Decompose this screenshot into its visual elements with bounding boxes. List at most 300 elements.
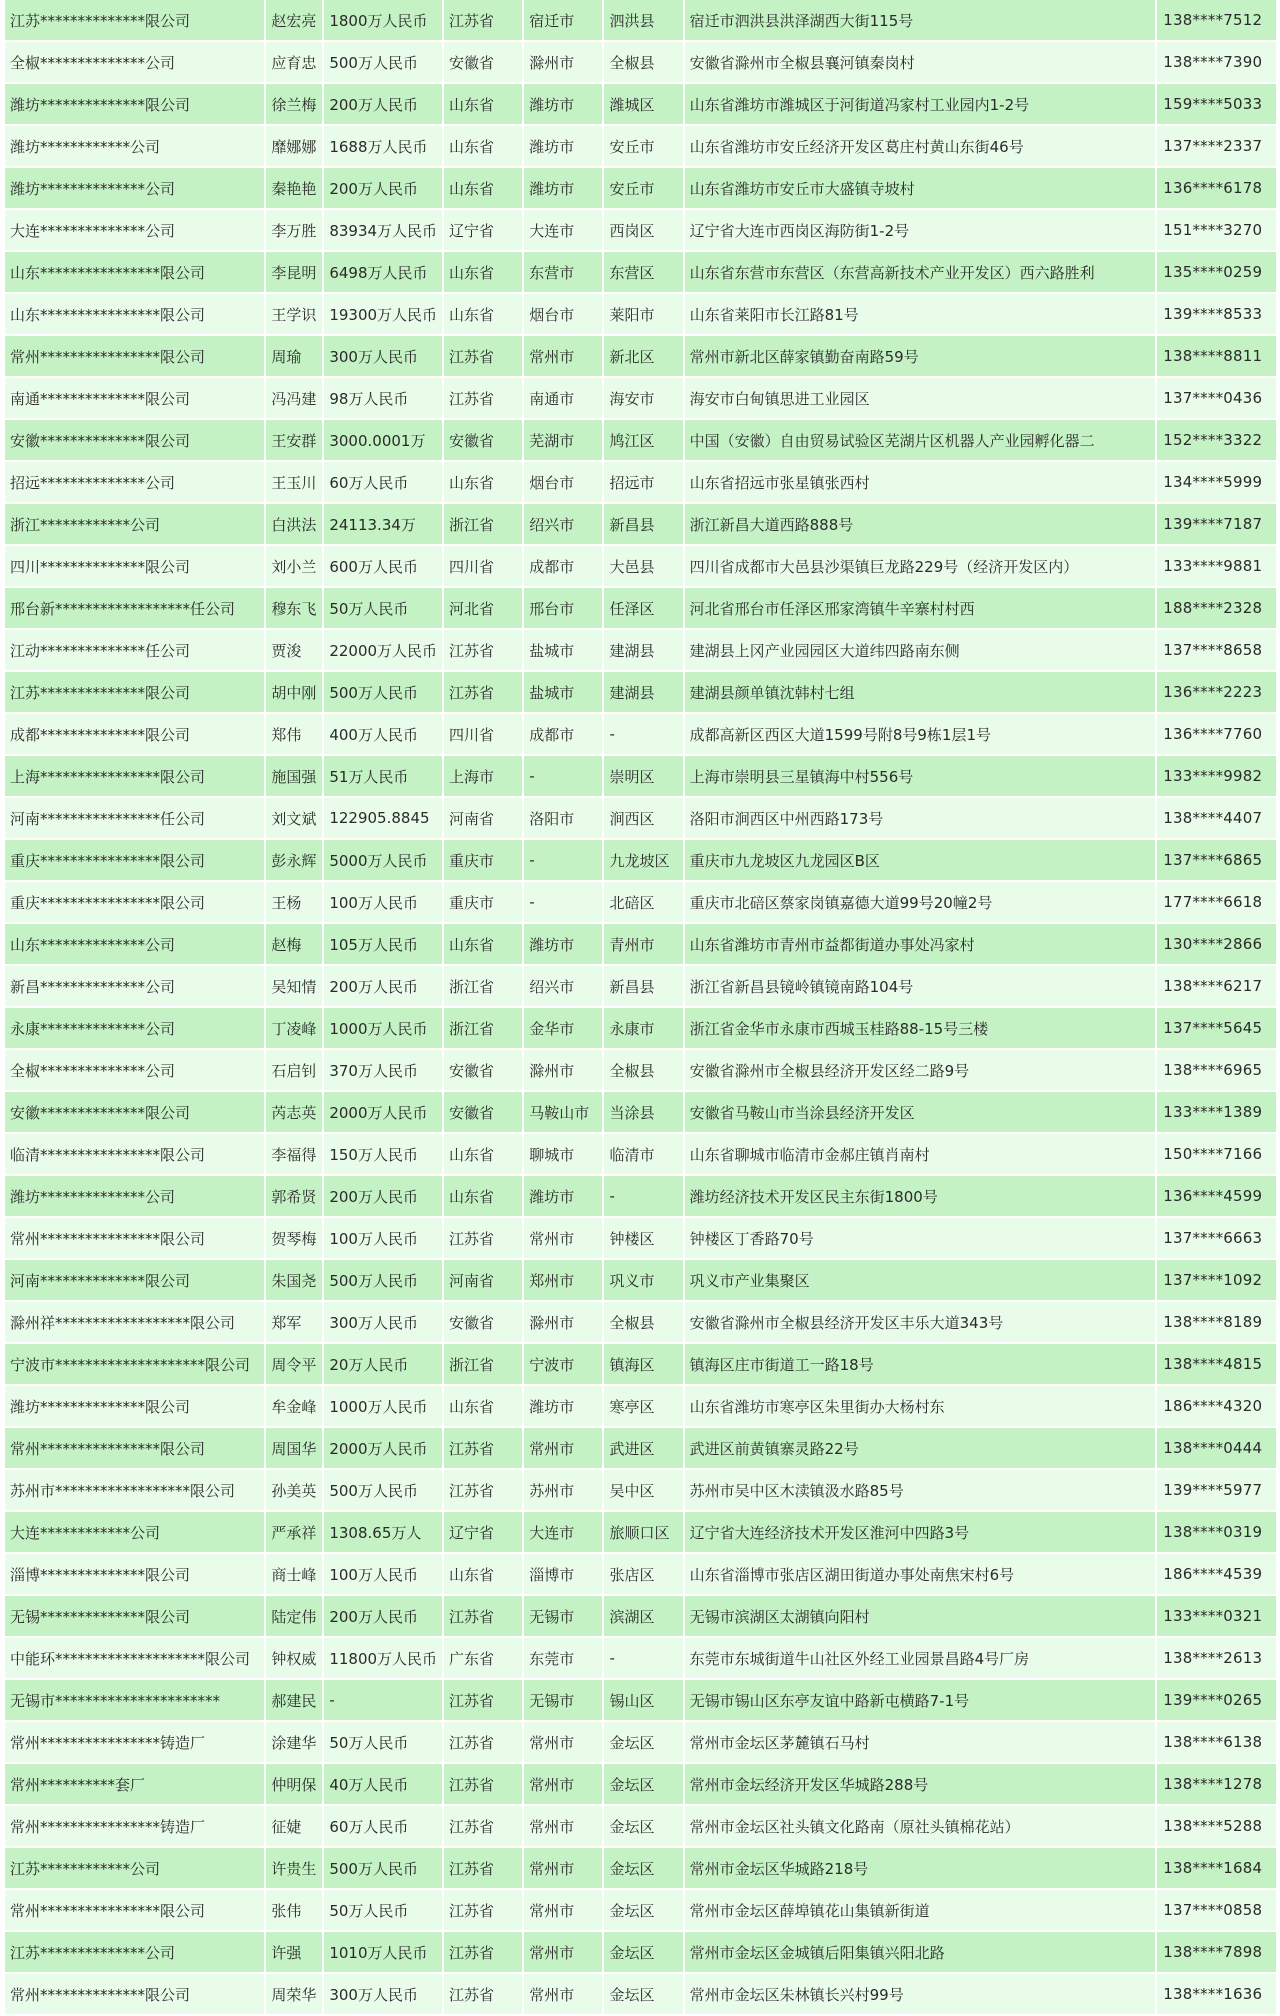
address-cell: 浙江新昌大道西路888号	[684, 503, 1157, 545]
province-cell: 四川省	[443, 713, 523, 755]
table-row	[5, 1007, 1276, 1049]
city-cell: 常州市	[523, 1889, 603, 1931]
phone-cell: 138****6138	[1156, 1721, 1276, 1763]
legal-person-cell: 白洪法	[265, 503, 323, 545]
table-row	[5, 1763, 1276, 1805]
district-cell: 泗洪县	[603, 0, 683, 41]
district-cell: 全椒县	[603, 1049, 683, 1091]
table-row	[5, 1091, 1276, 1133]
legal-person-cell: 钟权威	[265, 1637, 323, 1679]
company-name-cell: 山东****************限公司	[5, 293, 265, 335]
district-cell: 青州市	[603, 923, 683, 965]
province-cell: 江苏省	[443, 377, 523, 419]
district-cell: 大邑县	[603, 545, 683, 587]
address-cell: 浙江省新昌县镜岭镇镜南路104号	[684, 965, 1157, 1007]
company-name-cell: 山东****************限公司	[5, 251, 265, 293]
phone-cell: 137****6663	[1156, 1217, 1276, 1259]
province-cell: 辽宁省	[443, 1511, 523, 1553]
address-cell: 浙江省金华市永康市西城玉桂路88-15号三楼	[684, 1007, 1157, 1049]
phone-cell: 136****4599	[1156, 1175, 1276, 1217]
company-name-cell: 全椒**************公司	[5, 1049, 265, 1091]
province-cell: 江苏省	[443, 1427, 523, 1469]
district-cell: 临清市	[603, 1133, 683, 1175]
address-cell: 山东省潍坊市安丘经济开发区葛庄村黄山东街46号	[684, 125, 1157, 167]
company-name-cell: 成都**************限公司	[5, 713, 265, 755]
registered-capital-cell: 19300万人民币	[323, 293, 443, 335]
address-cell: 山东省东营市东营区（东营高新技术产业开发区）西六路胜利	[684, 251, 1157, 293]
company-name-cell: 大连**************公司	[5, 209, 265, 251]
legal-person-cell: 彭永辉	[265, 839, 323, 881]
registered-capital-cell: 1800万人民币	[323, 0, 443, 41]
legal-person-cell: 朱国尧	[265, 1259, 323, 1301]
phone-cell: 151****3270	[1156, 209, 1276, 251]
company-name-cell: 常州**************限公司	[5, 1973, 265, 2015]
address-cell: 常州市金坛经济开发区华城路288号	[684, 1763, 1157, 1805]
district-cell: 旅顺口区	[603, 1511, 683, 1553]
table-row	[5, 1049, 1276, 1091]
phone-cell: 138****4407	[1156, 797, 1276, 839]
phone-cell: 138****7390	[1156, 41, 1276, 83]
company-name-cell: 新昌**************公司	[5, 965, 265, 1007]
registered-capital-cell: 300万人民币	[323, 1301, 443, 1343]
table-row	[5, 671, 1276, 713]
district-cell: 建湖县	[603, 671, 683, 713]
city-cell: 东营市	[523, 251, 603, 293]
registered-capital-cell: 2000万人民币	[323, 1427, 443, 1469]
registered-capital-cell: 5000万人民币	[323, 839, 443, 881]
legal-person-cell: 许贵生	[265, 1847, 323, 1889]
district-cell: -	[603, 1637, 683, 1679]
legal-person-cell: 周荣华	[265, 1973, 323, 2015]
address-cell: 常州市新北区薛家镇勤奋南路59号	[684, 335, 1157, 377]
address-cell: 常州市金坛区朱林镇长兴村99号	[684, 1973, 1157, 2015]
district-cell: 西岗区	[603, 209, 683, 251]
company-name-cell: 无锡**************限公司	[5, 1595, 265, 1637]
table-row	[5, 251, 1276, 293]
city-cell: 潍坊市	[523, 83, 603, 125]
province-cell: 安徽省	[443, 1049, 523, 1091]
city-cell: 潍坊市	[523, 167, 603, 209]
company-name-cell: 邢台新******************任公司	[5, 587, 265, 629]
city-cell: 常州市	[523, 1973, 603, 2015]
company-name-cell: 重庆****************限公司	[5, 881, 265, 923]
address-cell: 钟楼区丁香路70号	[684, 1217, 1157, 1259]
district-cell: 涧西区	[603, 797, 683, 839]
district-cell: 张店区	[603, 1553, 683, 1595]
table-row	[5, 419, 1276, 461]
table-row	[5, 209, 1276, 251]
city-cell: 绍兴市	[523, 503, 603, 545]
table-row	[5, 1385, 1276, 1427]
district-cell: 永康市	[603, 1007, 683, 1049]
district-cell: 鸠江区	[603, 419, 683, 461]
legal-person-cell: 胡中刚	[265, 671, 323, 713]
province-cell: 江苏省	[443, 1847, 523, 1889]
legal-person-cell: 冯冯建	[265, 377, 323, 419]
district-cell: 金坛区	[603, 1763, 683, 1805]
city-cell: 宁波市	[523, 1343, 603, 1385]
table-row	[5, 377, 1276, 419]
province-cell: 浙江省	[443, 1007, 523, 1049]
registered-capital-cell: 500万人民币	[323, 1847, 443, 1889]
registered-capital-cell: 500万人民币	[323, 41, 443, 83]
city-cell: 无锡市	[523, 1679, 603, 1721]
phone-cell: 136****6178	[1156, 167, 1276, 209]
province-cell: 山东省	[443, 83, 523, 125]
company-name-cell: 大连************公司	[5, 1511, 265, 1553]
legal-person-cell: 赵宏亮	[265, 0, 323, 41]
table-row	[5, 1973, 1276, 2015]
province-cell: 江苏省	[443, 1805, 523, 1847]
registered-capital-cell: 100万人民币	[323, 1553, 443, 1595]
legal-person-cell: 郭希贤	[265, 1175, 323, 1217]
phone-cell: 138****5288	[1156, 1805, 1276, 1847]
city-cell: 大连市	[523, 1511, 603, 1553]
registered-capital-cell: 2000万人民币	[323, 1091, 443, 1133]
address-cell: 洛阳市涧西区中州西路173号	[684, 797, 1157, 839]
address-cell: 辽宁省大连市西岗区海防街1-2号	[684, 209, 1157, 251]
legal-person-cell: 张伟	[265, 1889, 323, 1931]
phone-cell: 186****4320	[1156, 1385, 1276, 1427]
legal-person-cell: 徐兰梅	[265, 83, 323, 125]
city-cell: 淄博市	[523, 1553, 603, 1595]
legal-person-cell: 严承祥	[265, 1511, 323, 1553]
district-cell: 巩义市	[603, 1259, 683, 1301]
company-name-cell: 江苏**************公司	[5, 1931, 265, 1973]
province-cell: 四川省	[443, 545, 523, 587]
phone-cell: 186****4539	[1156, 1553, 1276, 1595]
phone-cell: 133****1389	[1156, 1091, 1276, 1133]
city-cell: 盐城市	[523, 671, 603, 713]
registered-capital-cell: 600万人民币	[323, 545, 443, 587]
table-row	[5, 1301, 1276, 1343]
legal-person-cell: 贾浚	[265, 629, 323, 671]
legal-person-cell: 征婕	[265, 1805, 323, 1847]
company-name-cell: 宁波市********************限公司	[5, 1343, 265, 1385]
city-cell: 常州市	[523, 1721, 603, 1763]
city-cell: 常州市	[523, 1427, 603, 1469]
table-row	[5, 923, 1276, 965]
address-cell: 重庆市九龙坡区九龙园区B区	[684, 839, 1157, 881]
company-name-cell: 潍坊**************公司	[5, 1175, 265, 1217]
city-cell: 潍坊市	[523, 125, 603, 167]
phone-cell: 138****1684	[1156, 1847, 1276, 1889]
phone-cell: 188****2328	[1156, 587, 1276, 629]
address-cell: 山东省潍坊市青州市益都街道办事处冯家村	[684, 923, 1157, 965]
legal-person-cell: 王玉川	[265, 461, 323, 503]
company-name-cell: 滁州祥******************限公司	[5, 1301, 265, 1343]
table-row	[5, 587, 1276, 629]
province-cell: 山东省	[443, 461, 523, 503]
table-row	[5, 1805, 1276, 1847]
legal-person-cell: 商士峰	[265, 1553, 323, 1595]
province-cell: 浙江省	[443, 965, 523, 1007]
phone-cell: 137****6865	[1156, 839, 1276, 881]
district-cell: 新昌县	[603, 503, 683, 545]
legal-person-cell: 李福得	[265, 1133, 323, 1175]
registered-capital-cell: 98万人民币	[323, 377, 443, 419]
registered-capital-cell: 100万人民币	[323, 1217, 443, 1259]
address-cell: 山东省潍坊市安丘市大盛镇寺坡村	[684, 167, 1157, 209]
province-cell: 河南省	[443, 797, 523, 839]
district-cell: 海安市	[603, 377, 683, 419]
legal-person-cell: 王杨	[265, 881, 323, 923]
phone-cell: 138****8811	[1156, 335, 1276, 377]
district-cell: 全椒县	[603, 1301, 683, 1343]
phone-cell: 139****8533	[1156, 293, 1276, 335]
legal-person-cell: 刘文斌	[265, 797, 323, 839]
registered-capital-cell: 3000.0001万	[323, 419, 443, 461]
legal-person-cell: 芮志英	[265, 1091, 323, 1133]
address-cell: 海安市白甸镇思进工业园区	[684, 377, 1157, 419]
city-cell: 无锡市	[523, 1595, 603, 1637]
province-cell: 浙江省	[443, 1343, 523, 1385]
city-cell: 芜湖市	[523, 419, 603, 461]
registered-capital-cell: 300万人民币	[323, 335, 443, 377]
table-row	[5, 881, 1276, 923]
registered-capital-cell: 300万人民币	[323, 1973, 443, 2015]
address-cell: 常州市金坛区金城镇后阳集镇兴阳北路	[684, 1931, 1157, 1973]
company-name-cell: 江动**************任公司	[5, 629, 265, 671]
registered-capital-cell: 1308.65万人	[323, 1511, 443, 1553]
phone-cell: 137****1092	[1156, 1259, 1276, 1301]
address-cell: 辽宁省大连经济技术开发区淮河中四路3号	[684, 1511, 1157, 1553]
phone-cell: 137****8658	[1156, 629, 1276, 671]
table-body	[5, 0, 1276, 2015]
district-cell: 寒亭区	[603, 1385, 683, 1427]
district-cell: 九龙坡区	[603, 839, 683, 881]
company-name-cell: 常州****************限公司	[5, 1889, 265, 1931]
company-name-cell: 山东**************公司	[5, 923, 265, 965]
company-table	[5, 0, 1276, 2016]
address-cell: 重庆市北碚区蔡家岗镇嘉德大道99号20幢2号	[684, 881, 1157, 923]
legal-person-cell: 郝建民	[265, 1679, 323, 1721]
phone-cell: 138****2613	[1156, 1637, 1276, 1679]
district-cell: 潍城区	[603, 83, 683, 125]
registered-capital-cell: 150万人民币	[323, 1133, 443, 1175]
address-cell: 中国（安徽）自由贸易试验区芜湖片区机器人产业园孵化器二	[684, 419, 1157, 461]
legal-person-cell: 秦艳艳	[265, 167, 323, 209]
company-name-cell: 河南**************限公司	[5, 1259, 265, 1301]
city-cell: 滁州市	[523, 1049, 603, 1091]
province-cell: 江苏省	[443, 1931, 523, 1973]
table-row	[5, 1847, 1276, 1889]
province-cell: 江苏省	[443, 1469, 523, 1511]
company-name-cell: 常州****************铸造厂	[5, 1805, 265, 1847]
table-row	[5, 1133, 1276, 1175]
address-cell: 安徽省滁州市全椒县经济开发区丰乐大道343号	[684, 1301, 1157, 1343]
province-cell: 上海市	[443, 755, 523, 797]
province-cell: 江苏省	[443, 629, 523, 671]
district-cell: -	[603, 713, 683, 755]
company-name-cell: 浙江************公司	[5, 503, 265, 545]
registered-capital-cell: 40万人民币	[323, 1763, 443, 1805]
company-name-cell: 淄博**************限公司	[5, 1553, 265, 1595]
table-row	[5, 629, 1276, 671]
company-name-cell: 江苏************公司	[5, 1847, 265, 1889]
address-cell: 武进区前黄镇寨灵路22号	[684, 1427, 1157, 1469]
district-cell: 金坛区	[603, 1931, 683, 1973]
legal-person-cell: 石启钊	[265, 1049, 323, 1091]
district-cell: 钟楼区	[603, 1217, 683, 1259]
address-cell: 安徽省滁州市全椒县经济开发区经二路9号	[684, 1049, 1157, 1091]
table-row	[5, 125, 1276, 167]
district-cell: 北碚区	[603, 881, 683, 923]
company-name-cell: 江苏**************限公司	[5, 671, 265, 713]
city-cell: 苏州市	[523, 1469, 603, 1511]
legal-person-cell: 王安群	[265, 419, 323, 461]
district-cell: 金坛区	[603, 1805, 683, 1847]
table-row	[5, 545, 1276, 587]
table-row	[5, 965, 1276, 1007]
table-row	[5, 1427, 1276, 1469]
legal-person-cell: 周令平	[265, 1343, 323, 1385]
district-cell: 当涂县	[603, 1091, 683, 1133]
company-name-cell: 无锡市**********************	[5, 1679, 265, 1721]
province-cell: 山东省	[443, 923, 523, 965]
district-cell: 全椒县	[603, 41, 683, 83]
table-row	[5, 713, 1276, 755]
city-cell: 潍坊市	[523, 923, 603, 965]
table-row	[5, 83, 1276, 125]
table-row	[5, 1553, 1276, 1595]
province-cell: 江苏省	[443, 1217, 523, 1259]
company-name-cell: 全椒**************公司	[5, 41, 265, 83]
company-name-cell: 永康**************公司	[5, 1007, 265, 1049]
table-row	[5, 335, 1276, 377]
address-cell: 常州市金坛区薛埠镇花山集镇新街道	[684, 1889, 1157, 1931]
city-cell: 常州市	[523, 1847, 603, 1889]
address-cell: 成都高新区西区大道1599号附8号9栋1层1号	[684, 713, 1157, 755]
phone-cell: 138****8189	[1156, 1301, 1276, 1343]
phone-cell: 137****0858	[1156, 1889, 1276, 1931]
company-name-cell: 江苏**************限公司	[5, 0, 265, 41]
table-row	[5, 1595, 1276, 1637]
table-row	[5, 1511, 1276, 1553]
address-cell: 潍坊经济技术开发区民主东街1800号	[684, 1175, 1157, 1217]
company-name-cell: 常州****************限公司	[5, 1427, 265, 1469]
legal-person-cell: 赵梅	[265, 923, 323, 965]
province-cell: 安徽省	[443, 1301, 523, 1343]
city-cell: 盐城市	[523, 629, 603, 671]
phone-cell: 139****0265	[1156, 1679, 1276, 1721]
province-cell: 山东省	[443, 1133, 523, 1175]
province-cell: 浙江省	[443, 503, 523, 545]
phone-cell: 133****0321	[1156, 1595, 1276, 1637]
address-cell: 常州市金坛区华城路218号	[684, 1847, 1157, 1889]
city-cell: 郑州市	[523, 1259, 603, 1301]
table-row	[5, 1721, 1276, 1763]
table-row	[5, 755, 1276, 797]
legal-person-cell: 陆定伟	[265, 1595, 323, 1637]
address-cell: 山东省潍坊市潍城区于河街道冯家村工业园内1-2号	[684, 83, 1157, 125]
company-name-cell: 招远**************公司	[5, 461, 265, 503]
phone-cell: 138****1636	[1156, 1973, 1276, 2015]
province-cell: 安徽省	[443, 1091, 523, 1133]
registered-capital-cell: 200万人民币	[323, 1175, 443, 1217]
company-name-cell: 潍坊************公司	[5, 125, 265, 167]
registered-capital-cell: 370万人民币	[323, 1049, 443, 1091]
table-row	[5, 503, 1276, 545]
province-cell: 安徽省	[443, 419, 523, 461]
table-row	[5, 167, 1276, 209]
province-cell: 江苏省	[443, 1763, 523, 1805]
table-row	[5, 1637, 1276, 1679]
city-cell: 邢台市	[523, 587, 603, 629]
address-cell: 建湖县颜单镇沈韩村七组	[684, 671, 1157, 713]
province-cell: 山东省	[443, 1553, 523, 1595]
city-cell: 常州市	[523, 1931, 603, 1973]
registered-capital-cell: 20万人民币	[323, 1343, 443, 1385]
table-row	[5, 1343, 1276, 1385]
district-cell: 新北区	[603, 335, 683, 377]
company-name-cell: 重庆****************限公司	[5, 839, 265, 881]
province-cell: 安徽省	[443, 41, 523, 83]
company-name-cell: 常州****************限公司	[5, 335, 265, 377]
city-cell: 金华市	[523, 1007, 603, 1049]
company-name-cell: 安徽**************限公司	[5, 419, 265, 461]
address-cell: 山东省淄博市张店区湖田街道办事处南焦宋村6号	[684, 1553, 1157, 1595]
registered-capital-cell: 60万人民币	[323, 1805, 443, 1847]
table-row	[5, 1679, 1276, 1721]
phone-cell: 138****6965	[1156, 1049, 1276, 1091]
registered-capital-cell: 500万人民币	[323, 671, 443, 713]
registered-capital-cell: 122905.8845	[323, 797, 443, 839]
legal-person-cell: 应育忠	[265, 41, 323, 83]
legal-person-cell: 孙美英	[265, 1469, 323, 1511]
table-row	[5, 461, 1276, 503]
province-cell: 重庆市	[443, 839, 523, 881]
registered-capital-cell: 11800万人民币	[323, 1637, 443, 1679]
legal-person-cell: 周瑜	[265, 335, 323, 377]
phone-cell: 133****9982	[1156, 755, 1276, 797]
phone-cell: 137****5645	[1156, 1007, 1276, 1049]
province-cell: 江苏省	[443, 0, 523, 41]
province-cell: 江苏省	[443, 1889, 523, 1931]
company-name-cell: 临清****************限公司	[5, 1133, 265, 1175]
table-row	[5, 1175, 1276, 1217]
legal-person-cell: 仲明保	[265, 1763, 323, 1805]
company-name-cell: 南通**************限公司	[5, 377, 265, 419]
city-cell: 潍坊市	[523, 1175, 603, 1217]
city-cell: -	[523, 839, 603, 881]
registered-capital-cell: 200万人民币	[323, 83, 443, 125]
city-cell: 潍坊市	[523, 1385, 603, 1427]
table-row	[5, 839, 1276, 881]
province-cell: 江苏省	[443, 1973, 523, 2015]
legal-person-cell: 王学识	[265, 293, 323, 335]
province-cell: 江苏省	[443, 1595, 523, 1637]
city-cell: 滁州市	[523, 1301, 603, 1343]
address-cell: 河北省邢台市任泽区邢家湾镇牛辛寨村村西	[684, 587, 1157, 629]
phone-cell: 136****2223	[1156, 671, 1276, 713]
address-cell: 安徽省滁州市全椒县襄河镇秦岗村	[684, 41, 1157, 83]
phone-cell: 139****5977	[1156, 1469, 1276, 1511]
phone-cell: 134****5999	[1156, 461, 1276, 503]
phone-cell: 177****6618	[1156, 881, 1276, 923]
province-cell: 江苏省	[443, 671, 523, 713]
registered-capital-cell: 100万人民币	[323, 881, 443, 923]
registered-capital-cell: 60万人民币	[323, 461, 443, 503]
legal-person-cell: 涂建华	[265, 1721, 323, 1763]
legal-person-cell: 穆东飞	[265, 587, 323, 629]
registered-capital-cell: 200万人民币	[323, 1595, 443, 1637]
province-cell: 山东省	[443, 167, 523, 209]
address-cell: 巩义市产业集聚区	[684, 1259, 1157, 1301]
district-cell: 东营区	[603, 251, 683, 293]
district-cell: 新昌县	[603, 965, 683, 1007]
city-cell: 常州市	[523, 335, 603, 377]
